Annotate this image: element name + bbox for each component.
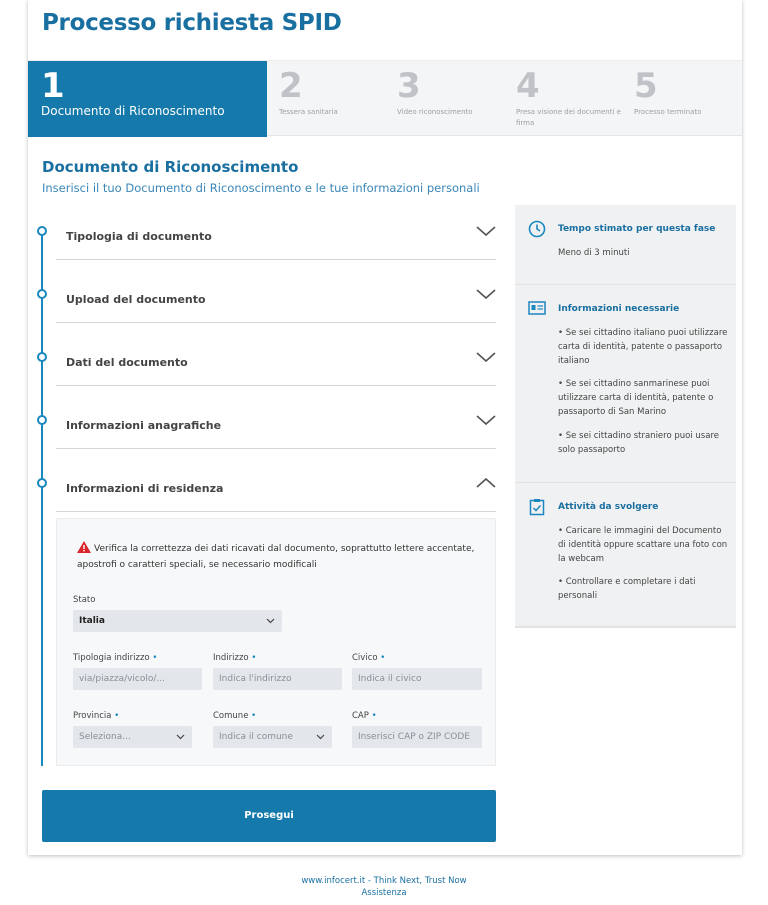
provincia-select[interactable] [73, 726, 192, 748]
chevron-down-icon [316, 732, 325, 741]
warning-icon [77, 541, 91, 553]
sidebar-info-item: • Se sei cittadino straniero puoi usare solo passaporto [558, 431, 719, 455]
warning-text: Verifica la correttezza dei dati ricavati dal documento, soprattutto lettere accentate, apostrofi o caratteri speciali, se necessario modificali [77, 544, 475, 570]
accordion-document-upload[interactable] [56, 295, 496, 323]
sidebar-task-item: • Controllare e completare i dati personali [558, 577, 696, 601]
accordion-label: Informazioni di residenza [66, 482, 224, 495]
required-mark: • [251, 711, 257, 721]
step-label: Documento di Riconoscimento [41, 104, 225, 118]
indirizzo-label: Indirizzo • [213, 653, 257, 663]
provincia-label: Provincia • [73, 711, 120, 721]
accordion-label: Tipologia di documento [66, 230, 212, 243]
footer-link-assistance[interactable]: Assistenza [361, 888, 407, 898]
timeline-dot [37, 226, 47, 236]
continue-button[interactable]: Prosegui [42, 790, 496, 842]
cap-label: CAP • [352, 711, 377, 721]
indirizzo-input[interactable]: Indica l'indirizzo [213, 668, 342, 690]
step-number: 3 [397, 66, 421, 106]
warning-message [77, 541, 477, 573]
accordion-label: Informazioni anagrafiche [66, 419, 222, 432]
chevron-up-icon [476, 476, 496, 490]
chevron-down-icon [176, 732, 185, 741]
stato-select[interactable] [73, 610, 282, 632]
step-number: 2 [279, 66, 303, 106]
civico-label: Civico • [352, 653, 386, 663]
timeline-dot [37, 478, 47, 488]
step-label: Presa visione dei documenti e firma [516, 108, 621, 127]
residence-panel [56, 518, 496, 766]
step-label: Tessera sanitaria [279, 108, 338, 116]
chevron-down-icon [266, 616, 275, 625]
accordion-residence-info[interactable] [56, 484, 496, 512]
accordion-label: Upload del documento [66, 293, 206, 306]
stato-value: Italia [79, 616, 105, 626]
cap-input[interactable]: Inserisci CAP o ZIP CODE [352, 726, 482, 748]
comune-label: Comune • [213, 711, 257, 721]
id-card-icon [528, 300, 546, 316]
timeline-dot [37, 352, 47, 362]
step-5 [622, 61, 740, 137]
stepper [28, 60, 742, 136]
chevron-down-icon [476, 287, 496, 301]
accordion-label: Dati del documento [66, 356, 188, 369]
page-title: Processo richiesta SPID [42, 10, 342, 36]
tipologia-indirizzo-label: Tipologia indirizzo • [73, 653, 158, 663]
required-mark: • [251, 653, 257, 663]
step-1 [28, 61, 267, 137]
section-title: Documento di Riconoscimento [42, 158, 299, 176]
required-mark: • [380, 653, 386, 663]
tipologia-indirizzo-input[interactable]: via/piazza/vicolo/... [73, 668, 202, 690]
accordion-personal-info[interactable] [56, 421, 496, 449]
required-mark: • [152, 653, 158, 663]
sidebar-time-text: Meno di 3 minuti [558, 248, 630, 258]
sidebar-time-block [515, 205, 736, 285]
footer [0, 875, 768, 899]
footer-link-infocert[interactable]: www.infocert.it - Think Next, Trust Now [301, 876, 467, 886]
sidebar-tasks-block [515, 483, 736, 626]
sidebar-info-title: Informazioni necessarie [558, 304, 680, 314]
chevron-down-icon [476, 224, 496, 238]
step-label: Video riconoscimento [397, 108, 473, 116]
sidebar-task-item: • Caricare le immagini del Documento di identità oppure scattare una foto con la webcam [558, 526, 728, 564]
sidebar-tasks-title: Attività da svolgere [558, 502, 659, 512]
section-subtitle: Inserisci il tuo Documento di Riconoscimento e le tue informazioni personali [42, 181, 480, 195]
sidebar-info-item: • Se sei cittadino italiano puoi utilizzare carta di identità, patente o passaporto italiano [558, 328, 728, 366]
accordion-document-type[interactable] [56, 232, 496, 260]
chevron-down-icon [476, 350, 496, 364]
step-number: 4 [516, 66, 540, 106]
comune-placeholder: Indica il comune [219, 732, 293, 742]
main-card [28, 0, 742, 855]
comune-select[interactable] [213, 726, 332, 748]
sidebar-info-block [515, 285, 736, 483]
chevron-down-icon [476, 413, 496, 427]
provincia-placeholder: Seleziona... [79, 732, 131, 742]
sidebar-info [515, 205, 736, 628]
required-mark: • [114, 711, 120, 721]
step-number: 1 [41, 66, 65, 106]
clock-icon [528, 220, 546, 238]
clipboard-check-icon [528, 498, 546, 516]
stato-label: Stato [73, 595, 96, 605]
required-mark: • [371, 711, 377, 721]
step-number: 5 [634, 66, 658, 106]
step-4 [504, 61, 622, 137]
civico-input[interactable]: Indica il civico [352, 668, 482, 690]
sidebar-info-item: • Se sei cittadino sanmarinese puoi utilizzare carta di identità, patente o passaporto di San Marino [558, 379, 714, 417]
step-label: Processo terminato [634, 108, 702, 116]
timeline-dot [37, 289, 47, 299]
step-2 [267, 61, 385, 137]
timeline-line [41, 234, 43, 766]
timeline-dot [37, 415, 47, 425]
sidebar-time-title: Tempo stimato per questa fase [558, 224, 716, 234]
step-3 [385, 61, 503, 137]
accordion-document-data[interactable] [56, 358, 496, 386]
